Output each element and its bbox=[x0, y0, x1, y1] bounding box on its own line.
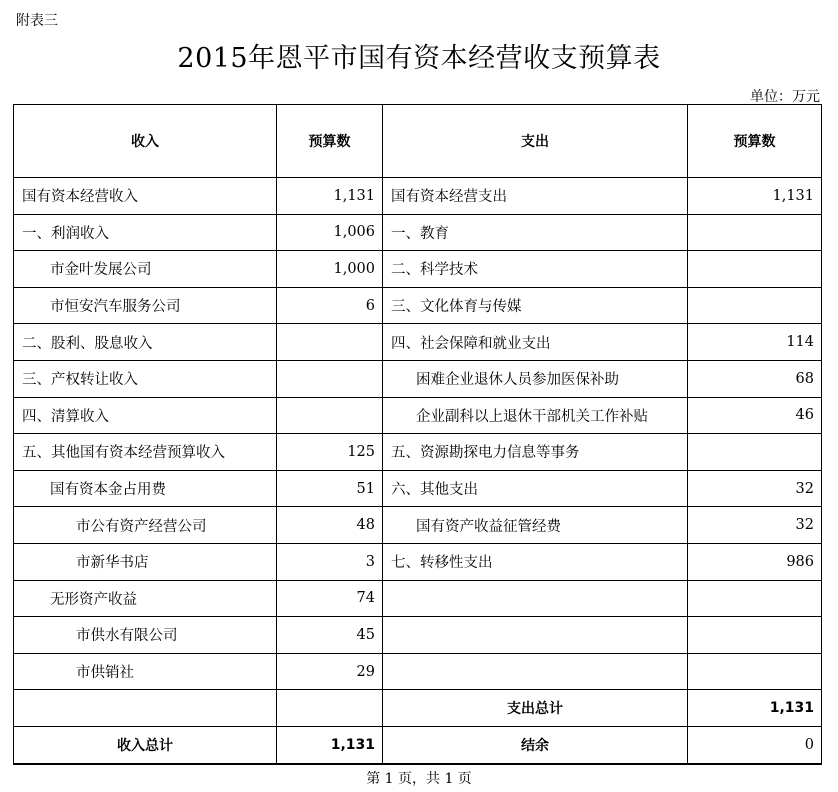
expense-total-row bbox=[14, 690, 822, 727]
expense-item bbox=[383, 617, 688, 654]
income-item: 市恒安汽车服务公司 bbox=[14, 287, 277, 324]
expense-item bbox=[383, 653, 688, 690]
table-row bbox=[14, 178, 822, 215]
expense-value bbox=[688, 617, 822, 654]
expense-value: 114 bbox=[688, 324, 822, 361]
expense-item: 六、其他支出 bbox=[383, 470, 688, 507]
appendix-label: 附表三 bbox=[16, 13, 58, 29]
expense-total-label: 支出总计 bbox=[383, 690, 688, 727]
income-value: 6 bbox=[277, 287, 383, 324]
expense-value bbox=[688, 287, 822, 324]
table-row bbox=[14, 251, 822, 288]
expense-value: 986 bbox=[688, 543, 822, 580]
income-item: 一、利润收入 bbox=[14, 214, 277, 251]
unit-label: 单位：万元 bbox=[750, 89, 820, 105]
income-item: 市金叶发展公司 bbox=[14, 251, 277, 288]
income-value bbox=[277, 360, 383, 397]
expense-item: 困难企业退休人员参加医保补助 bbox=[383, 360, 688, 397]
expense-item: 企业副科以上退休干部机关工作补贴 bbox=[383, 397, 688, 434]
expense-item bbox=[383, 580, 688, 617]
income-value: 1,131 bbox=[277, 178, 383, 215]
table-row bbox=[14, 287, 822, 324]
table-row bbox=[14, 214, 822, 251]
expense-item: 国有资本经营支出 bbox=[383, 178, 688, 215]
income-total-value: 1,131 bbox=[277, 726, 383, 763]
table-row bbox=[14, 470, 822, 507]
page-title: 2015年恩平市国有资本经营收支预算表 bbox=[177, 43, 661, 74]
header-income: 收入 bbox=[14, 105, 277, 178]
income-value bbox=[277, 690, 383, 727]
income-item: 三、产权转让收入 bbox=[14, 360, 277, 397]
income-item: 市新华书店 bbox=[14, 543, 277, 580]
expense-item: 三、文化体育与传媒 bbox=[383, 287, 688, 324]
income-value: 51 bbox=[277, 470, 383, 507]
income-item: 市公有资产经营公司 bbox=[14, 507, 277, 544]
expense-item: 七、转移性支出 bbox=[383, 543, 688, 580]
income-total-row bbox=[14, 726, 822, 763]
expense-item: 国有资产收益征管经费 bbox=[383, 507, 688, 544]
expense-item: 四、社会保障和就业支出 bbox=[383, 324, 688, 361]
surplus-value: 0 bbox=[688, 726, 822, 763]
expense-item: 一、教育 bbox=[383, 214, 688, 251]
expense-value: 46 bbox=[688, 397, 822, 434]
income-item: 国有资本金占用费 bbox=[14, 470, 277, 507]
expense-total-value: 1,131 bbox=[688, 690, 822, 727]
header-income-budget: 预算数 bbox=[277, 105, 383, 178]
table-row bbox=[14, 617, 822, 654]
income-value: 74 bbox=[277, 580, 383, 617]
income-value: 29 bbox=[277, 653, 383, 690]
expense-item: 二、科学技术 bbox=[383, 251, 688, 288]
income-item: 四、清算收入 bbox=[14, 397, 277, 434]
table-row bbox=[14, 580, 822, 617]
expense-value bbox=[688, 214, 822, 251]
expense-item: 五、资源勘探电力信息等事务 bbox=[383, 434, 688, 471]
page-footer: 第 1 页，共 1 页 bbox=[366, 771, 472, 787]
expense-value: 32 bbox=[688, 507, 822, 544]
surplus-label: 结余 bbox=[383, 726, 688, 763]
expense-value bbox=[688, 653, 822, 690]
income-value: 125 bbox=[277, 434, 383, 471]
table-row bbox=[14, 507, 822, 544]
income-item bbox=[14, 690, 277, 727]
budget-table bbox=[13, 104, 822, 765]
income-value bbox=[277, 324, 383, 361]
income-item: 五、其他国有资本经营预算收入 bbox=[14, 434, 277, 471]
income-value: 1,000 bbox=[277, 251, 383, 288]
table-row bbox=[14, 324, 822, 361]
table-row bbox=[14, 543, 822, 580]
income-item: 二、股利、股息收入 bbox=[14, 324, 277, 361]
header-expense: 支出 bbox=[383, 105, 688, 178]
income-item: 无形资产收益 bbox=[14, 580, 277, 617]
header-row bbox=[14, 105, 822, 178]
table-row bbox=[14, 434, 822, 471]
expense-value: 68 bbox=[688, 360, 822, 397]
table-row bbox=[14, 397, 822, 434]
income-value bbox=[277, 397, 383, 434]
income-item: 市供销社 bbox=[14, 653, 277, 690]
income-value: 48 bbox=[277, 507, 383, 544]
table-row bbox=[14, 653, 822, 690]
income-value: 3 bbox=[277, 543, 383, 580]
income-value: 1,006 bbox=[277, 214, 383, 251]
income-value: 45 bbox=[277, 617, 383, 654]
income-total-label: 收入总计 bbox=[14, 726, 277, 763]
expense-value: 1,131 bbox=[688, 178, 822, 215]
expense-value bbox=[688, 580, 822, 617]
expense-value bbox=[688, 251, 822, 288]
expense-value bbox=[688, 434, 822, 471]
income-item: 国有资本经营收入 bbox=[14, 178, 277, 215]
header-expense-budget: 预算数 bbox=[688, 105, 822, 178]
expense-value: 32 bbox=[688, 470, 822, 507]
table-row bbox=[14, 360, 822, 397]
income-item: 市供水有限公司 bbox=[14, 617, 277, 654]
